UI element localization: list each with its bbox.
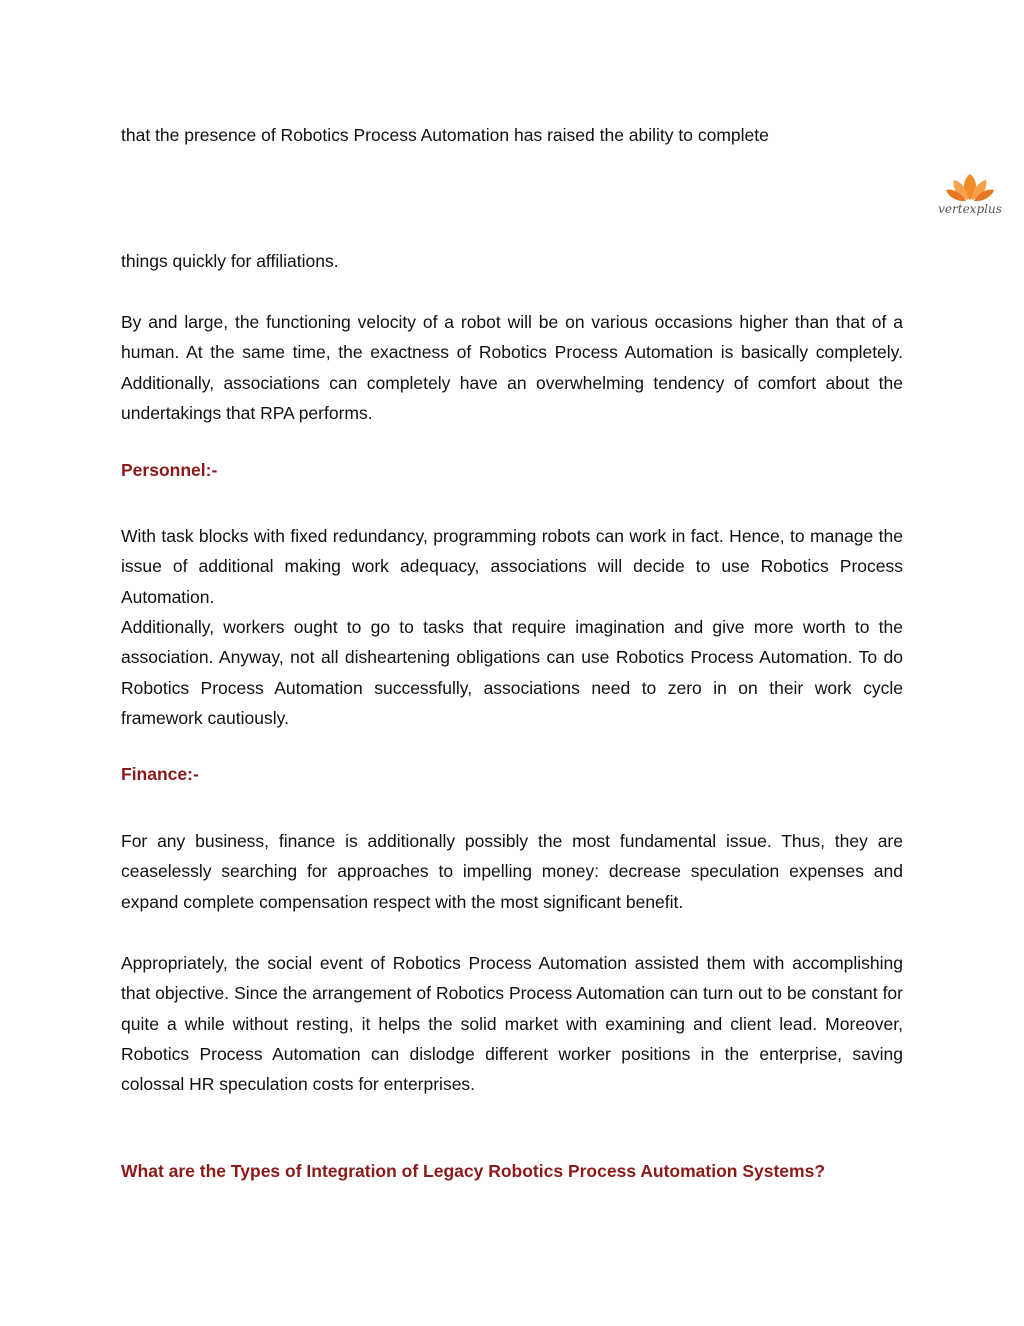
vertexplus-logo xyxy=(934,172,1006,220)
paragraph-personnel-2: Additionally, workers ought to go to tasks that require imagination and give more worth to the association. Anyway, not all disheartening obligations can use Robotics Process Automation. To do Robotics Process Automation successfully, associations need to zero in on their work cycle framework cautiously. xyxy=(121,617,903,728)
paragraph-intro-line1: that the presence of Robotics Process Automation has raised the ability to complete xyxy=(121,125,769,145)
paragraph-finance-2: Appropriately, the social event of Robotics Process Automation assisted them with accomplishing that objective. Since the arrangement of Robotics Process Automation can turn out to be constant for quite a while without resting, it helps the solid market with examining and client lead. Moreover, Robotics Process Automation can dislodge different worker positions in the enterprise, saving colossal HR speculation costs for enterprises. xyxy=(121,953,903,1095)
heading-personnel: Personnel:- xyxy=(121,460,218,480)
flower-petals-icon xyxy=(944,172,996,202)
paragraph-speed: By and large, the functioning velocity of a robot will be on various occasions higher than that of a human. At the same time, the exactness of Robotics Process Automation is basically completely. Additionally, associations can completely have an overwhelming tendency of comfort about the undertakings that RPA performs. xyxy=(121,312,903,423)
heading-integration-types: What are the Types of Integration of Legacy Robotics Process Automation Systems? xyxy=(121,1161,826,1181)
paragraph-intro-line2: things quickly for affiliations. xyxy=(121,251,339,271)
paragraph-personnel-1: With task blocks with fixed redundancy, programming robots can work in fact. Hence, to manage the issue of additional making work adequacy, associations will decide to use Robotics Process Automation. xyxy=(121,526,903,607)
logo-wordmark: vertexplus xyxy=(938,202,1002,216)
heading-finance: Finance:- xyxy=(121,764,199,784)
paragraph-finance-1: For any business, finance is additionally possibly the most fundamental issue. Thus, they are ceaselessly searching for approaches to impelling money: decrease speculation expenses and expand complete compensation respect with the most significant benefit. xyxy=(121,831,903,912)
